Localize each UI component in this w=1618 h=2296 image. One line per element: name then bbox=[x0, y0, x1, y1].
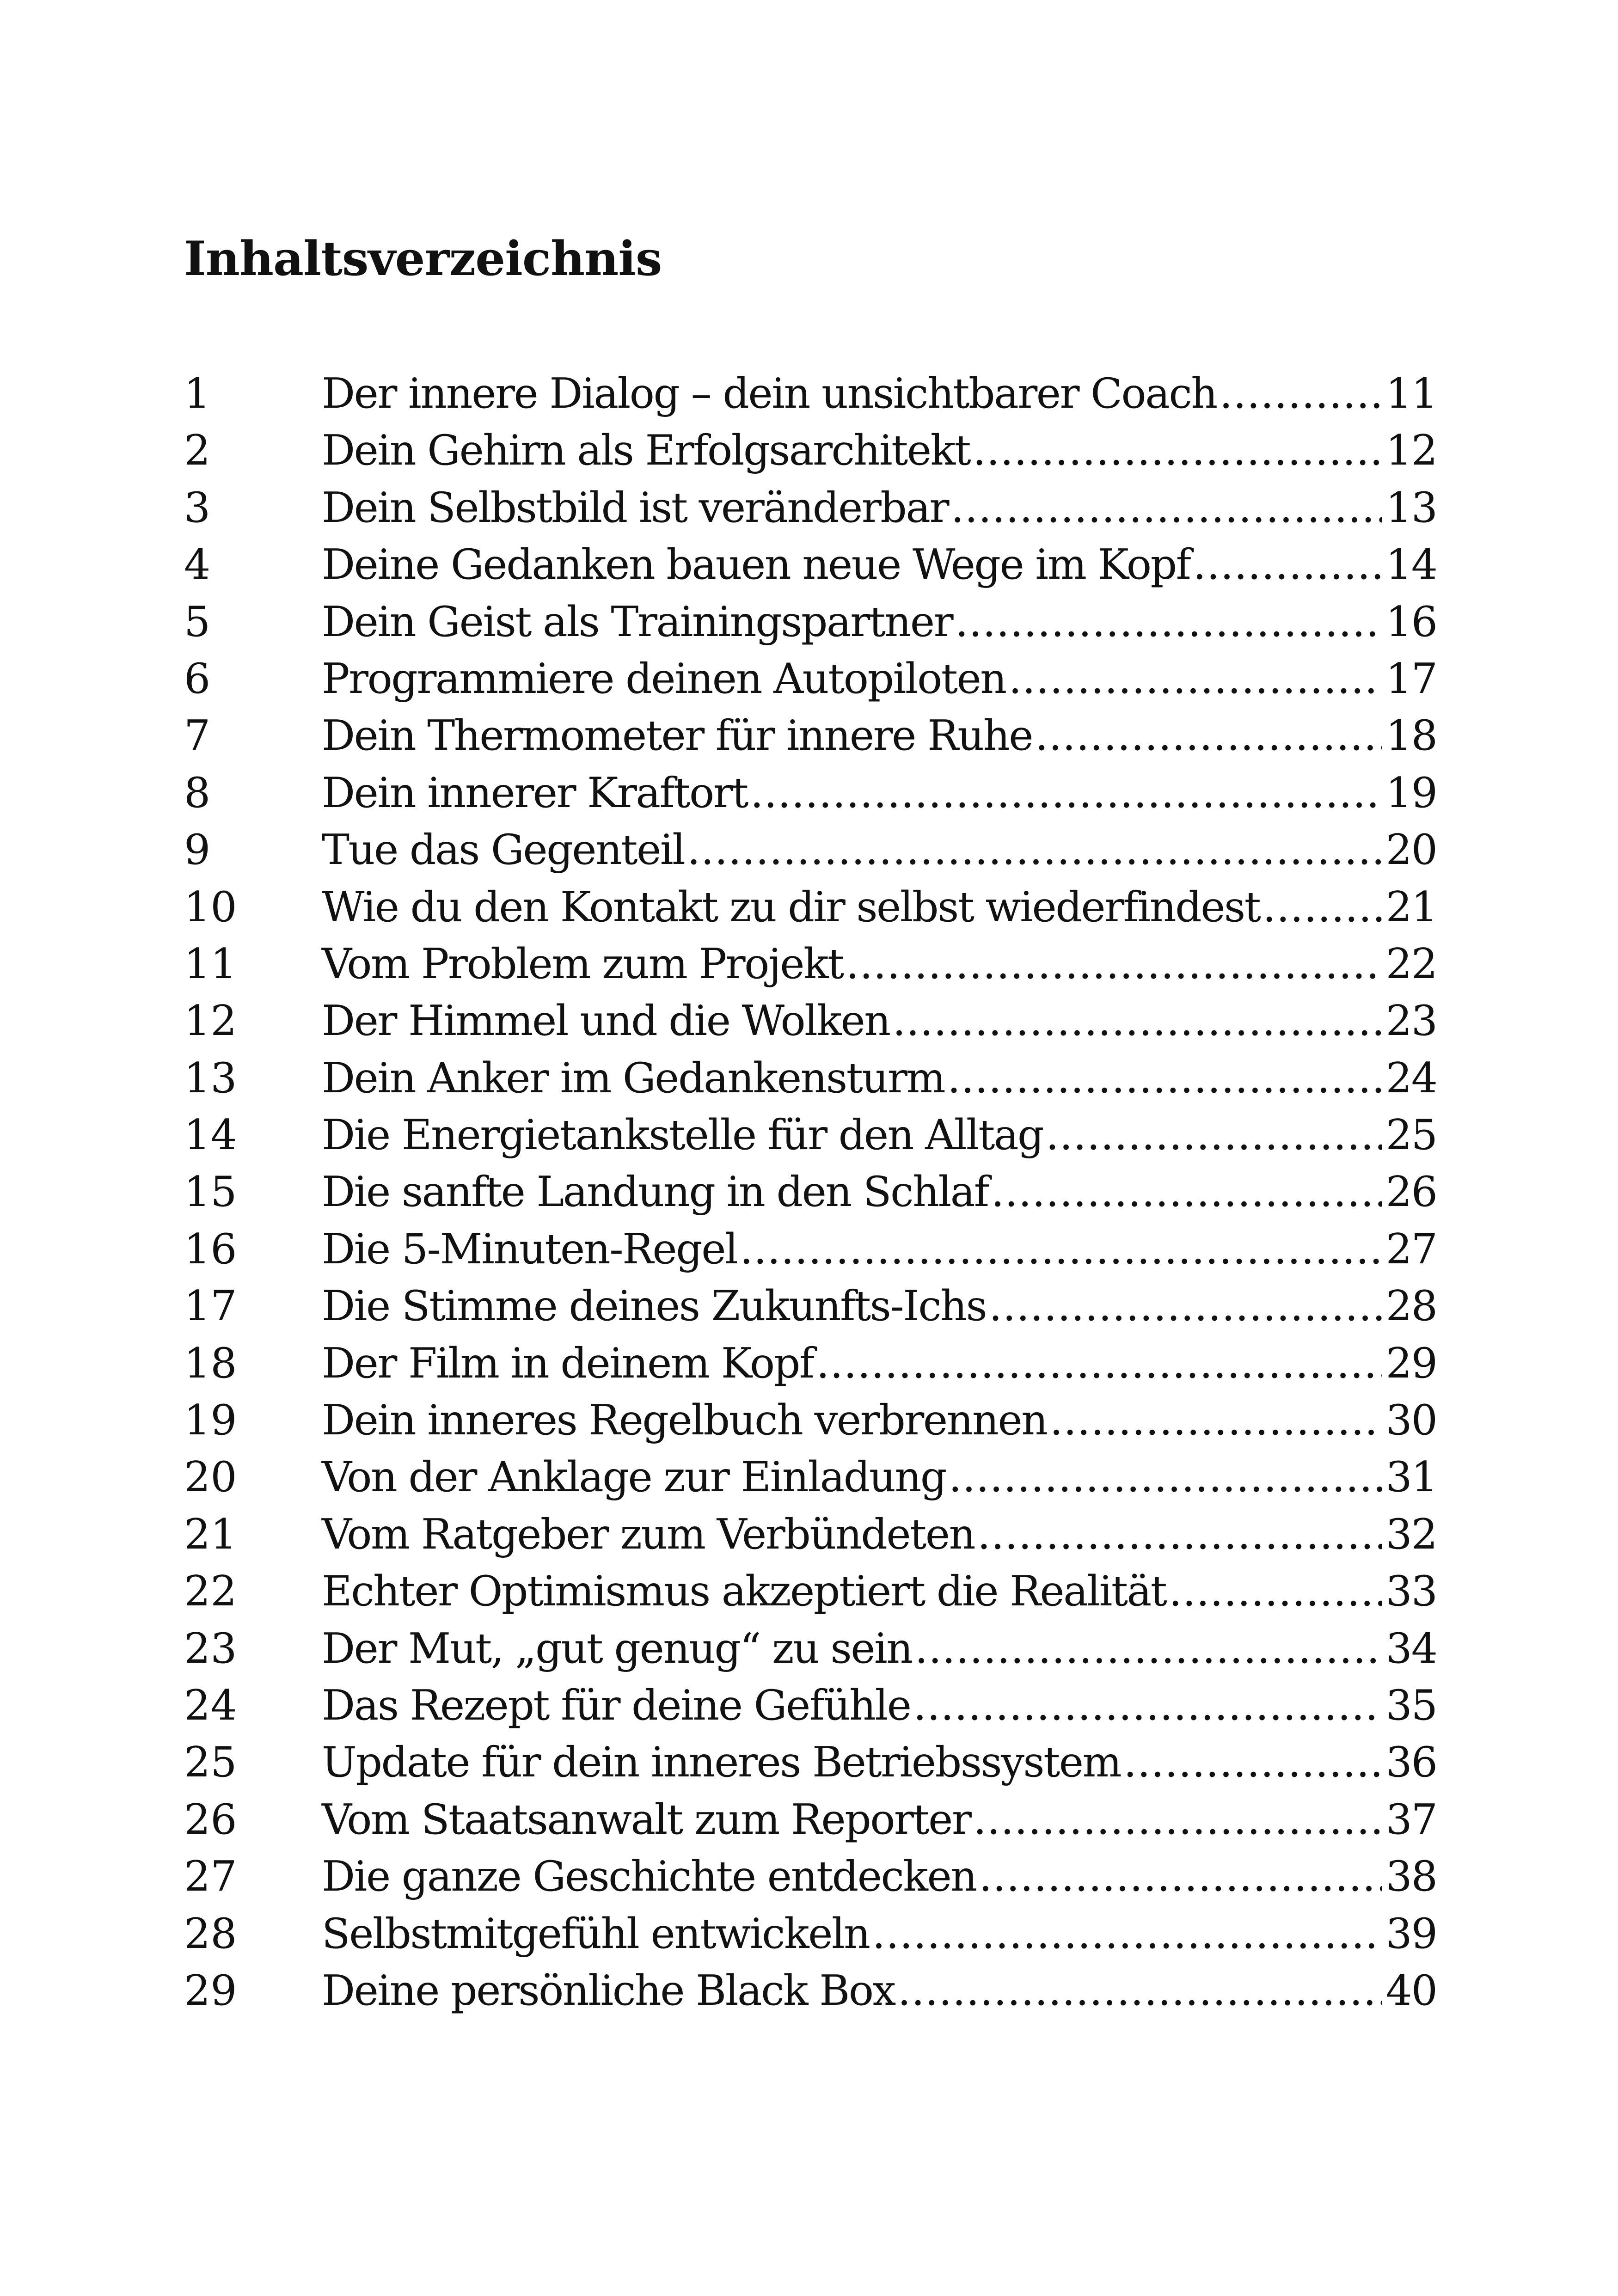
dot-leader bbox=[951, 479, 1382, 536]
toc-entry bbox=[184, 422, 1437, 479]
dot-leader bbox=[1009, 650, 1382, 707]
chapter-number: 6 bbox=[184, 654, 211, 703]
dot-leader bbox=[1050, 1392, 1382, 1449]
chapter-title: Deine Gedanken bauen neue Wege im Kopf bbox=[322, 540, 1190, 589]
page-number: 12 bbox=[1385, 426, 1437, 475]
page-number: 27 bbox=[1385, 1225, 1437, 1274]
toc-entry bbox=[184, 1677, 1437, 1734]
dot-leader bbox=[1123, 1734, 1382, 1791]
dot-leader bbox=[846, 936, 1382, 992]
dot-leader bbox=[893, 992, 1382, 1049]
page-number: 29 bbox=[1385, 1339, 1437, 1388]
chapter-number: 23 bbox=[184, 1624, 237, 1673]
chapter-number: 25 bbox=[184, 1738, 237, 1787]
chapter-number: 17 bbox=[184, 1282, 237, 1331]
chapter-title: Selbstmitgefühl entwickeln bbox=[322, 1909, 870, 1958]
dot-leader bbox=[750, 765, 1382, 821]
page-number: 19 bbox=[1385, 768, 1437, 817]
toc-entry bbox=[184, 821, 1437, 878]
chapter-number: 21 bbox=[184, 1510, 237, 1559]
page-number: 30 bbox=[1385, 1396, 1437, 1445]
chapter-number: 2 bbox=[184, 426, 211, 475]
chapter-number: 15 bbox=[184, 1168, 237, 1217]
chapter-title: Der Himmel und die Wolken bbox=[322, 997, 890, 1046]
chapter-number: 18 bbox=[184, 1339, 237, 1388]
chapter-title: Die sanfte Landung in den Schlaf bbox=[322, 1168, 988, 1217]
chapter-number: 4 bbox=[184, 540, 211, 589]
page-title: Inhaltsverzeichnis bbox=[184, 231, 662, 287]
toc-entry bbox=[184, 1791, 1437, 1848]
chapter-title: Die 5-Minuten-Regel bbox=[322, 1225, 737, 1274]
dot-leader bbox=[872, 1905, 1382, 1962]
page-number: 22 bbox=[1385, 939, 1437, 988]
dot-leader bbox=[1169, 1563, 1382, 1620]
chapter-number: 10 bbox=[184, 882, 237, 931]
toc-entry bbox=[184, 1620, 1437, 1677]
chapter-number: 24 bbox=[184, 1681, 237, 1730]
dot-leader bbox=[947, 1050, 1382, 1107]
toc-entry bbox=[184, 1335, 1437, 1392]
toc-entry bbox=[184, 1050, 1437, 1107]
toc-entry bbox=[184, 1506, 1437, 1563]
dot-leader bbox=[991, 1163, 1382, 1220]
chapter-title: Vom Problem zum Projekt bbox=[322, 939, 843, 988]
page-number: 25 bbox=[1385, 1111, 1437, 1160]
toc-entry bbox=[184, 1163, 1437, 1220]
toc-entry bbox=[184, 1563, 1437, 1620]
chapter-number: 12 bbox=[184, 997, 237, 1046]
dot-leader bbox=[898, 1962, 1382, 2019]
page-number: 13 bbox=[1385, 483, 1437, 532]
dot-leader bbox=[1193, 536, 1382, 593]
chapter-number: 14 bbox=[184, 1111, 237, 1160]
chapter-number: 9 bbox=[184, 826, 211, 875]
chapter-title: Der Mut, „gut genug“ zu sein bbox=[322, 1624, 912, 1673]
toc-entry bbox=[184, 707, 1437, 764]
chapter-title: Echter Optimismus akzeptiert die Realität bbox=[322, 1567, 1166, 1616]
dot-leader bbox=[915, 1620, 1382, 1677]
chapter-number: 8 bbox=[184, 768, 211, 817]
page-number: 38 bbox=[1385, 1852, 1437, 1901]
dot-leader bbox=[973, 1791, 1382, 1848]
toc-entry bbox=[184, 765, 1437, 821]
chapter-number: 20 bbox=[184, 1453, 237, 1502]
toc-entry bbox=[184, 1107, 1437, 1163]
chapter-title: Wie du den Kontakt zu dir selbst wiederfindest bbox=[322, 882, 1260, 931]
chapter-title: Dein innerer Kraftort bbox=[322, 768, 748, 817]
page-number: 39 bbox=[1385, 1909, 1437, 1958]
page-number: 37 bbox=[1385, 1795, 1437, 1844]
chapter-title: Dein Geist als Trainingspartner bbox=[322, 597, 953, 646]
chapter-number: 26 bbox=[184, 1795, 237, 1844]
toc-entry bbox=[184, 879, 1437, 936]
dot-leader bbox=[989, 1278, 1382, 1335]
chapter-title: Die Stimme deines Zukunfts-Ichs bbox=[322, 1282, 987, 1331]
dot-leader bbox=[955, 594, 1382, 650]
chapter-number: 5 bbox=[184, 597, 211, 646]
page-number: 26 bbox=[1385, 1168, 1437, 1217]
dot-leader bbox=[1046, 1107, 1382, 1163]
chapter-number: 22 bbox=[184, 1567, 237, 1616]
chapter-title: Vom Ratgeber zum Verbündeten bbox=[322, 1510, 975, 1559]
toc-entry bbox=[184, 1848, 1437, 1905]
chapter-title: Dein Gehirn als Erfolgsarchitekt bbox=[322, 426, 970, 475]
chapter-title: Der innere Dialog – dein unsichtbarer Coach bbox=[322, 369, 1217, 418]
chapter-title: Das Rezept für deine Gefühle bbox=[322, 1681, 911, 1730]
page-number: 18 bbox=[1385, 711, 1437, 760]
page-number: 14 bbox=[1385, 540, 1437, 589]
toc-entry bbox=[184, 1905, 1437, 1962]
dot-leader bbox=[913, 1677, 1382, 1734]
chapter-title: Dein Selbstbild ist veränderbar bbox=[322, 483, 949, 532]
toc-entry bbox=[184, 1221, 1437, 1278]
page-number: 40 bbox=[1385, 1966, 1437, 2015]
page-number: 33 bbox=[1385, 1567, 1437, 1616]
chapter-title: Vom Staatsanwalt zum Reporter bbox=[322, 1795, 971, 1844]
toc-entry bbox=[184, 1734, 1437, 1791]
chapter-number: 28 bbox=[184, 1909, 237, 1958]
chapter-title: Die Energietankstelle für den Alltag bbox=[322, 1111, 1043, 1160]
toc-entry bbox=[184, 536, 1437, 593]
page-number: 24 bbox=[1385, 1053, 1437, 1102]
page-number: 23 bbox=[1385, 997, 1437, 1046]
dot-leader bbox=[687, 821, 1382, 878]
chapter-number: 29 bbox=[184, 1966, 237, 2015]
dot-leader bbox=[816, 1335, 1382, 1392]
page-number: 11 bbox=[1385, 369, 1437, 418]
dot-leader bbox=[973, 422, 1382, 479]
toc-entry bbox=[184, 594, 1437, 650]
chapter-title: Dein inneres Regelbuch verbrennen bbox=[322, 1396, 1047, 1445]
dot-leader bbox=[740, 1221, 1382, 1278]
chapter-title: Der Film in deinem Kopf bbox=[322, 1339, 814, 1388]
page-number: 21 bbox=[1385, 882, 1437, 931]
dot-leader bbox=[1035, 707, 1382, 764]
chapter-title: Dein Thermometer für innere Ruhe bbox=[322, 711, 1032, 760]
chapter-title: Dein Anker im Gedankensturm bbox=[322, 1053, 945, 1102]
dot-leader bbox=[1263, 879, 1382, 936]
chapter-number: 1 bbox=[184, 369, 211, 418]
chapter-title: Die ganze Geschichte entdecken bbox=[322, 1852, 976, 1901]
page-number: 17 bbox=[1385, 654, 1437, 703]
chapter-number: 27 bbox=[184, 1852, 237, 1901]
chapter-title: Update für dein inneres Betriebssystem bbox=[322, 1738, 1121, 1787]
toc-entry bbox=[184, 936, 1437, 992]
chapter-number: 3 bbox=[184, 483, 211, 532]
table-of-contents bbox=[184, 365, 1437, 2019]
page-number: 31 bbox=[1385, 1453, 1437, 1502]
chapter-number: 7 bbox=[184, 711, 211, 760]
chapter-number: 19 bbox=[184, 1396, 237, 1445]
chapter-title: Tue das Gegenteil bbox=[322, 826, 685, 875]
toc-entry bbox=[184, 1962, 1437, 2019]
toc-entry bbox=[184, 650, 1437, 707]
page-number: 20 bbox=[1385, 826, 1437, 875]
toc-entry bbox=[184, 1449, 1437, 1506]
dot-leader bbox=[977, 1506, 1382, 1563]
chapter-title: Programmiere deinen Autopiloten bbox=[322, 654, 1006, 703]
toc-entry bbox=[184, 479, 1437, 536]
page-number: 34 bbox=[1385, 1624, 1437, 1673]
page-number: 36 bbox=[1385, 1738, 1437, 1787]
chapter-number: 13 bbox=[184, 1053, 237, 1102]
toc-entry bbox=[184, 1392, 1437, 1449]
toc-entry bbox=[184, 1278, 1437, 1335]
toc-entry bbox=[184, 992, 1437, 1049]
chapter-title: Deine persönliche Black Box bbox=[322, 1966, 895, 2015]
page-number: 28 bbox=[1385, 1282, 1437, 1331]
dot-leader bbox=[1220, 365, 1382, 422]
dot-leader bbox=[979, 1848, 1382, 1905]
chapter-number: 16 bbox=[184, 1225, 237, 1274]
dot-leader bbox=[949, 1449, 1382, 1506]
chapter-title: Von der Anklage zur Einladung bbox=[322, 1453, 946, 1502]
page-number: 32 bbox=[1385, 1510, 1437, 1559]
page-number: 35 bbox=[1385, 1681, 1437, 1730]
toc-entry bbox=[184, 365, 1437, 422]
page-number: 16 bbox=[1385, 597, 1437, 646]
chapter-number: 11 bbox=[184, 939, 237, 988]
